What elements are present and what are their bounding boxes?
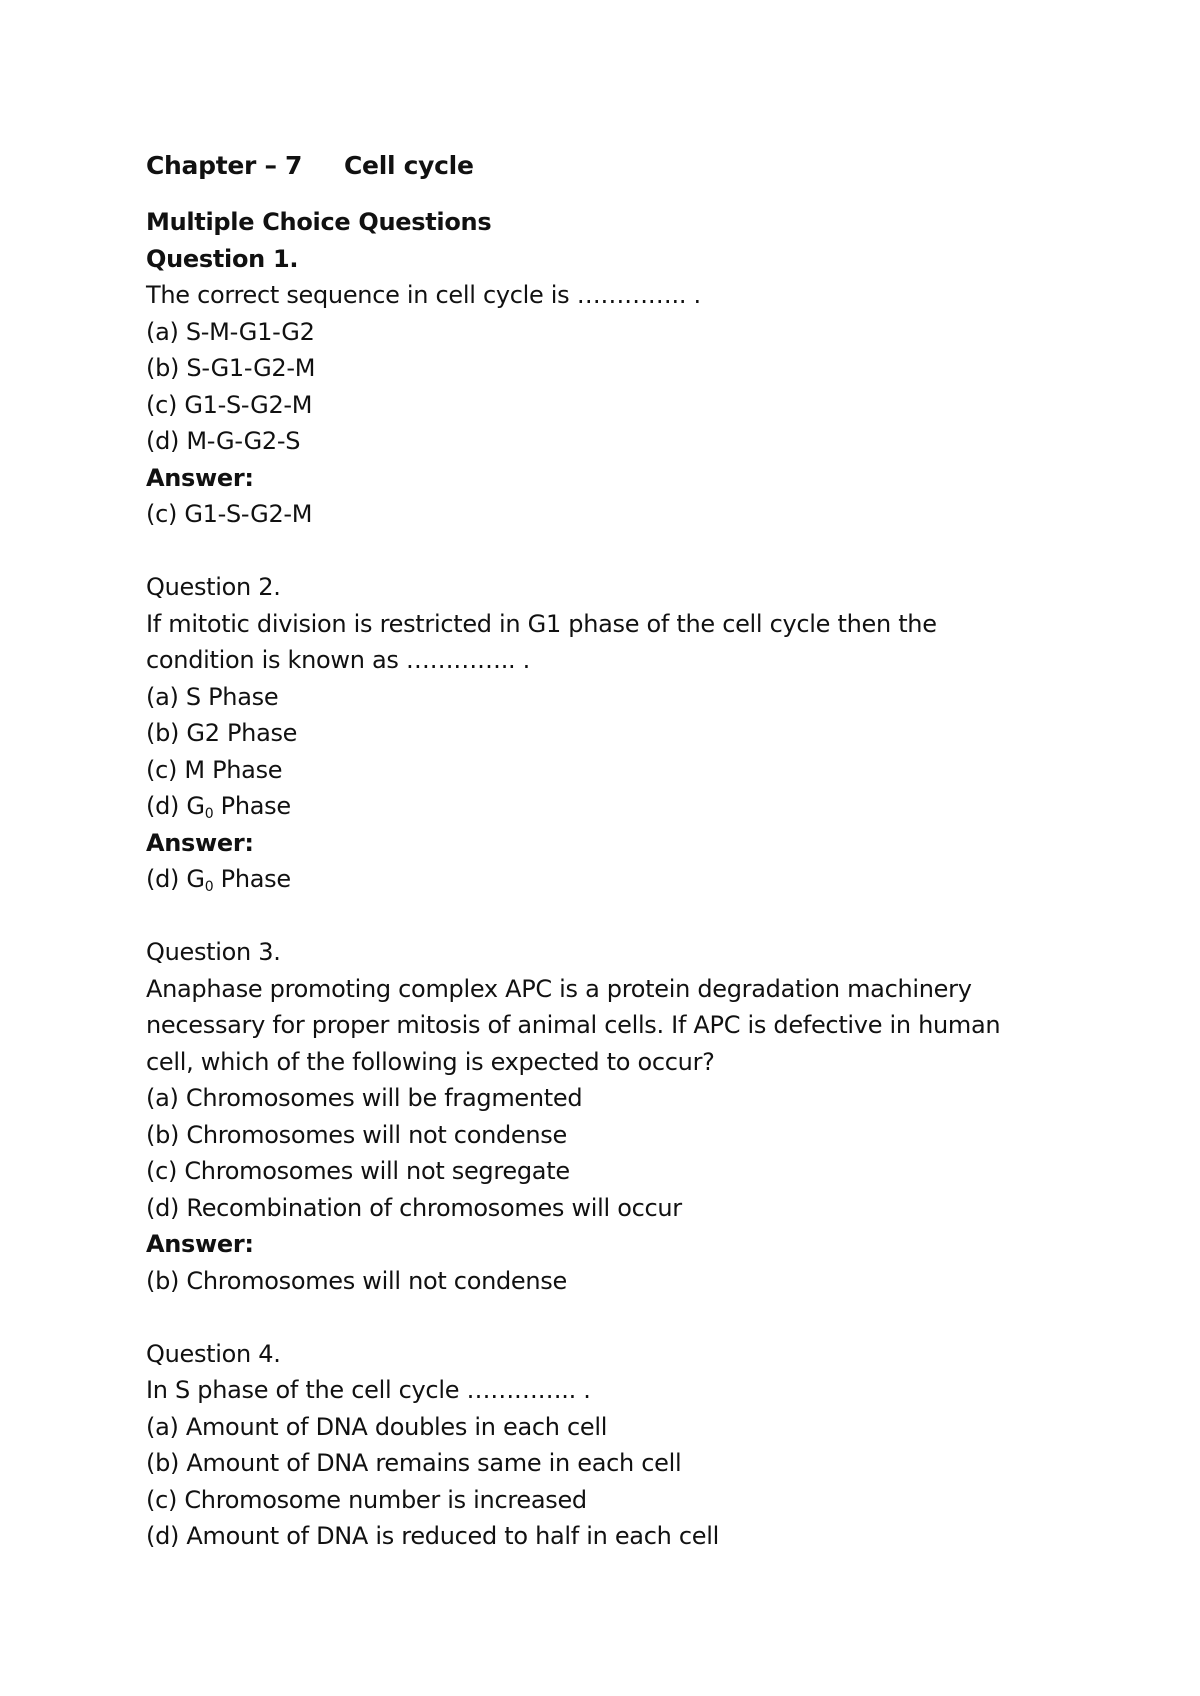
spacer (146, 533, 1086, 570)
question-label: Question 2. (146, 573, 281, 601)
chapter-title: Cell cycle (344, 151, 474, 180)
document-page (146, 148, 1086, 1555)
question-label: Question 4. (146, 1339, 281, 1368)
question-block (146, 241, 1086, 533)
answer-label: Answer: (146, 463, 254, 492)
option-c: (c) G1-S-G2-M (146, 390, 313, 419)
question-block (146, 934, 1086, 1299)
question-stem: The correct sequence in cell cycle is ………….. . (146, 281, 701, 309)
option-d-suffix: Phase (213, 792, 291, 820)
answer-label: Answer: (146, 1230, 254, 1258)
option-c: (c) Chromosome number is increased (146, 1485, 587, 1514)
question-stem: condition is known as ………….. . (146, 646, 531, 674)
option-d: (d) Amount of DNA is reduced to half in each cell (146, 1522, 719, 1550)
answer-text: (b) Chromosomes will not condense (146, 1266, 567, 1295)
answer-text: (c) G1-S-G2-M (146, 500, 313, 528)
answer-suffix: Phase (213, 865, 291, 893)
option-d: (d) Recombination of chromosomes will occur (146, 1193, 682, 1222)
question-label: Question 1. (146, 244, 299, 273)
option-a: (a) Amount of DNA doubles in each cell (146, 1412, 608, 1441)
question-stem: necessary for proper mitosis of animal cells. If APC is defective in human (146, 1011, 1001, 1039)
option-c: (c) Chromosomes will not segregate (146, 1157, 570, 1185)
question-stem: If mitotic division is restricted in G1 phase of the cell cycle then the (146, 609, 937, 638)
option-a: (a) S Phase (146, 682, 279, 711)
option-b: (b) Amount of DNA remains same in each cell (146, 1449, 682, 1477)
answer-text (146, 861, 1086, 898)
spacer (146, 1299, 1086, 1336)
option-a: (a) Chromosomes will be fragmented (146, 1084, 583, 1112)
subscript: 0 (204, 806, 214, 822)
question-label: Question 3. (146, 938, 281, 966)
question-stem: cell, which of the following is expected to occur? (146, 1047, 715, 1076)
option-d: (d) M-G-G2-S (146, 427, 301, 455)
question-stem: In S phase of the cell cycle ………….. . (146, 1376, 591, 1404)
option-a: (a) S-M-G1-G2 (146, 317, 315, 346)
chapter-number: Chapter – 7 (146, 151, 303, 180)
option-b: (b) Chromosomes will not condense (146, 1120, 567, 1149)
spacer (146, 898, 1086, 935)
question-block (146, 1336, 1086, 1555)
question-stem: Anaphase promoting complex APC is a protein degradation machinery (146, 974, 972, 1003)
question-block (146, 569, 1086, 898)
subscript: 0 (204, 879, 214, 895)
option-b: (b) G2 Phase (146, 719, 298, 747)
section-title: Multiple Choice Questions (146, 208, 492, 236)
option-c: (c) M Phase (146, 755, 283, 784)
option-d-prefix: (d) G (146, 792, 205, 820)
answer-label: Answer: (146, 828, 254, 857)
answer-prefix: (d) G (146, 865, 205, 893)
chapter-heading (146, 148, 1086, 184)
option-b: (b) S-G1-G2-M (146, 354, 316, 382)
option-d (146, 788, 1086, 825)
